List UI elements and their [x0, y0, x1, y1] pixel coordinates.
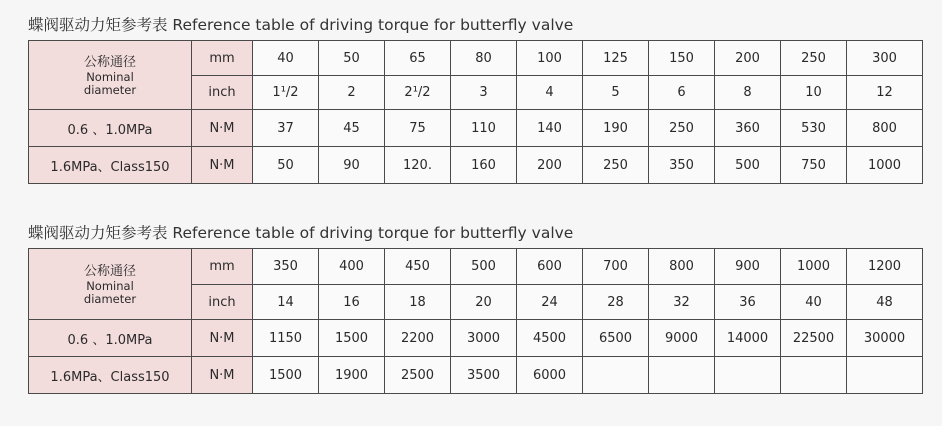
- empty-cell: [583, 357, 649, 394]
- table-title: 蝶阀驱动力矩参考表 Reference table of driving torque for butterfly valve: [28, 16, 574, 34]
- torque-cell: 200: [517, 147, 583, 184]
- torque-cell: 2500: [385, 357, 451, 394]
- torque-cell: 3500: [451, 357, 517, 394]
- inch-cell: 8: [715, 76, 781, 110]
- torque-cell: 37: [253, 110, 319, 147]
- mm-cell: 300: [847, 41, 923, 76]
- torque-cell: 500: [715, 147, 781, 184]
- unit-inch: inch: [192, 76, 253, 110]
- unit-mm: mm: [192, 249, 253, 285]
- mm-cell: 1200: [847, 249, 923, 285]
- torque-table-2: [28, 248, 923, 394]
- torque-cell: 1000: [847, 147, 923, 184]
- table-title: 蝶阀驱动力矩参考表 Reference table of driving torque for butterfly valve: [28, 224, 574, 242]
- mm-cell: 125: [583, 41, 649, 76]
- unit-inch: inch: [192, 285, 253, 320]
- torque-cell: 90: [319, 147, 385, 184]
- torque-cell: 6500: [583, 320, 649, 357]
- inch-cell: 36: [715, 285, 781, 320]
- inch-cell: 4: [517, 76, 583, 110]
- torque-cell: 530: [781, 110, 847, 147]
- mm-cell: 350: [253, 249, 319, 285]
- torque-cell: 160: [451, 147, 517, 184]
- empty-cell: [781, 357, 847, 394]
- mm-cell: 600: [517, 249, 583, 285]
- inch-cell: 2¹/2: [385, 76, 451, 110]
- unit-nm: N·M: [192, 110, 253, 147]
- unit-nm: N·M: [192, 357, 253, 394]
- mm-cell: 400: [319, 249, 385, 285]
- inch-cell: 20: [451, 285, 517, 320]
- mm-cell: 65: [385, 41, 451, 76]
- torque-cell: 250: [583, 147, 649, 184]
- mm-row: [29, 41, 923, 76]
- mm-cell: 200: [715, 41, 781, 76]
- mm-cell: 800: [649, 249, 715, 285]
- pressure-label: 1.6MPa、Class150: [29, 357, 192, 394]
- torque-cell: 4500: [517, 320, 583, 357]
- torque-row-high-pressure: [29, 357, 923, 394]
- mm-cell: 500: [451, 249, 517, 285]
- torque-cell: 1900: [319, 357, 385, 394]
- nominal-diameter-header: 公称通径 Nominal diameter: [29, 249, 192, 320]
- torque-cell: 6000: [517, 357, 583, 394]
- empty-cell: [715, 357, 781, 394]
- mm-cell: 40: [253, 41, 319, 76]
- torque-cell: 45: [319, 110, 385, 147]
- torque-cell: 1500: [319, 320, 385, 357]
- torque-cell: 75: [385, 110, 451, 147]
- unit-nm: N·M: [192, 147, 253, 184]
- torque-row-low-pressure: [29, 320, 923, 357]
- torque-table-1: [28, 40, 923, 184]
- mm-cell: 100: [517, 41, 583, 76]
- inch-cell: 28: [583, 285, 649, 320]
- torque-row-low-pressure: [29, 110, 923, 147]
- pressure-label: 0.6 、1.0MPa: [29, 110, 192, 147]
- inch-cell: 6: [649, 76, 715, 110]
- mm-cell: 1000: [781, 249, 847, 285]
- torque-cell: 1150: [253, 320, 319, 357]
- torque-cell: 30000: [847, 320, 923, 357]
- torque-section-2: [28, 222, 923, 394]
- torque-cell: 50: [253, 147, 319, 184]
- inch-cell: 16: [319, 285, 385, 320]
- empty-cell: [847, 357, 923, 394]
- inch-cell: 3: [451, 76, 517, 110]
- torque-cell: 190: [583, 110, 649, 147]
- torque-cell: 2200: [385, 320, 451, 357]
- torque-cell: 3000: [451, 320, 517, 357]
- torque-cell: 110: [451, 110, 517, 147]
- inch-cell: 14: [253, 285, 319, 320]
- torque-cell: 360: [715, 110, 781, 147]
- mm-cell: 50: [319, 41, 385, 76]
- torque-row-high-pressure: [29, 147, 923, 184]
- inch-cell: 32: [649, 285, 715, 320]
- unit-nm: N·M: [192, 320, 253, 357]
- torque-cell: 22500: [781, 320, 847, 357]
- inch-cell: 24: [517, 285, 583, 320]
- torque-cell: 350: [649, 147, 715, 184]
- torque-cell: 1500: [253, 357, 319, 394]
- mm-cell: 250: [781, 41, 847, 76]
- empty-cell: [649, 357, 715, 394]
- inch-cell: 18: [385, 285, 451, 320]
- mm-cell: 80: [451, 41, 517, 76]
- mm-cell: 150: [649, 41, 715, 76]
- torque-cell: 800: [847, 110, 923, 147]
- torque-cell: 14000: [715, 320, 781, 357]
- mm-row: [29, 249, 923, 285]
- inch-cell: 12: [847, 76, 923, 110]
- inch-cell: 40: [781, 285, 847, 320]
- torque-cell: 120.: [385, 147, 451, 184]
- mm-cell: 450: [385, 249, 451, 285]
- torque-cell: 250: [649, 110, 715, 147]
- pressure-label: 0.6 、1.0MPa: [29, 320, 192, 357]
- torque-cell: 140: [517, 110, 583, 147]
- inch-cell: 48: [847, 285, 923, 320]
- inch-cell: 2: [319, 76, 385, 110]
- inch-cell: 1¹/2: [253, 76, 319, 110]
- torque-cell: 750: [781, 147, 847, 184]
- mm-cell: 700: [583, 249, 649, 285]
- pressure-label: 1.6MPa、Class150: [29, 147, 192, 184]
- torque-cell: 9000: [649, 320, 715, 357]
- unit-mm: mm: [192, 41, 253, 76]
- mm-cell: 900: [715, 249, 781, 285]
- inch-cell: 5: [583, 76, 649, 110]
- torque-section-1: [28, 14, 923, 184]
- inch-cell: 10: [781, 76, 847, 110]
- nominal-diameter-header: 公称通径 Nominal diameter: [29, 41, 192, 110]
